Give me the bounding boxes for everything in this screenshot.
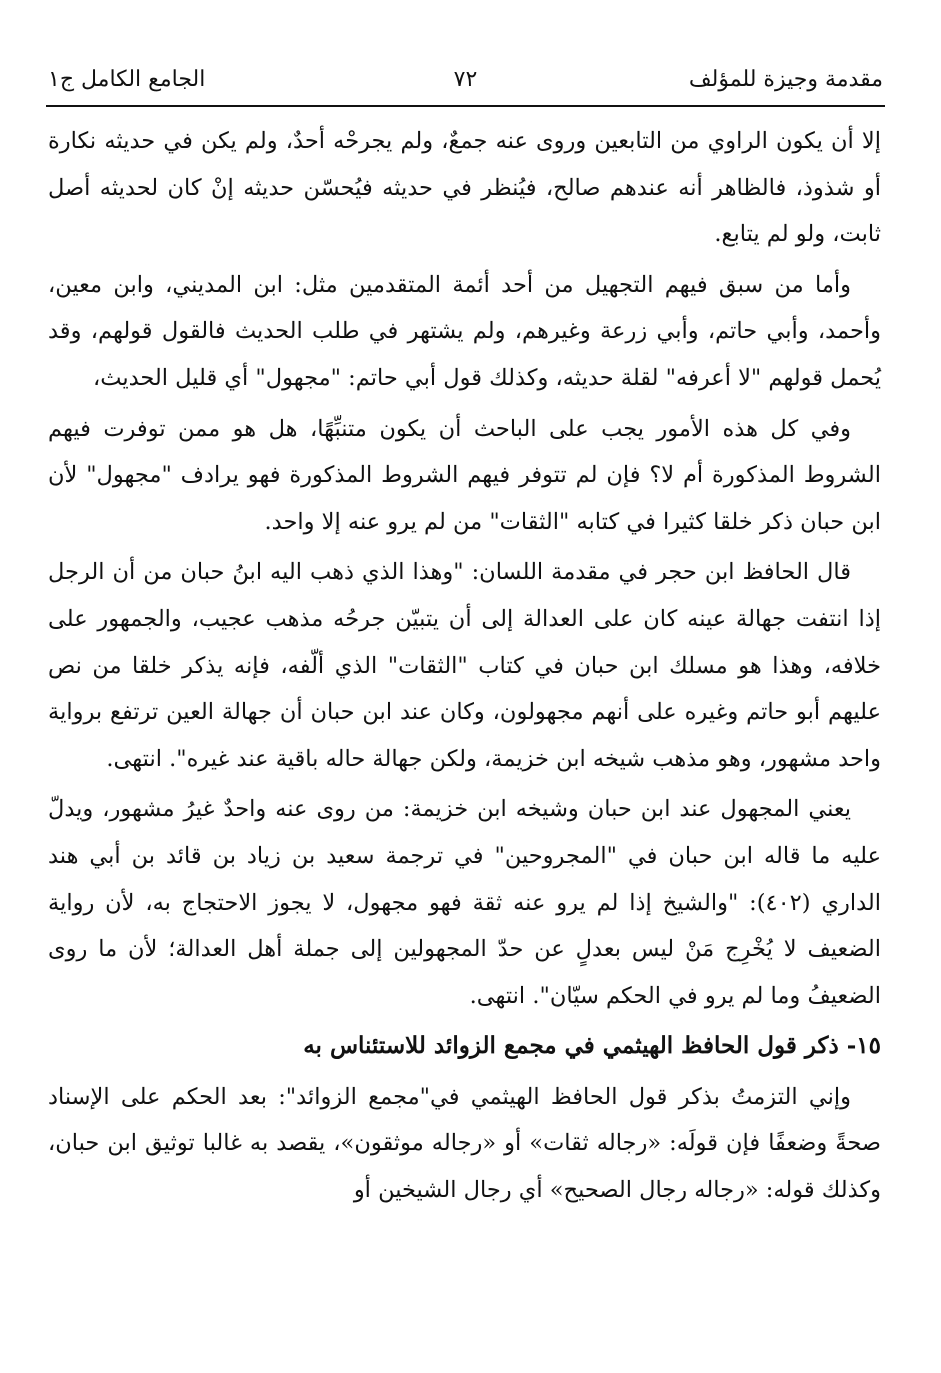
paragraph-2: وأما من سبق فيهم التجهيل من أحد أئمة المتقدمين مثل: ابن المديني، وابن معين، وأحمد، وأبي حاتم، وأبي زرعة وغيرهم، ولم يشتهر في طلب الحديث فالقول قولهم، وقد يُحمل قولهم "لا أعرفه" لقلة حديثه، وكذلك قول أبي حاتم: "مجهول" أي قليل الحديث، (48, 271, 881, 391)
section-heading: ١٥- ذكر قول الحافظ الهيثمي في مجمع الزوائد للاستئناس به (303, 1032, 881, 1060)
paragraph-5: يعني المجهول عند ابن حبان وشيخه ابن خزيمة: من روى عنه واحدٌ غيرُ مشهور، ويدلّ عليه ما قاله ابن حبان في "المجروحين" في ترجمة سعيد بن زياد بن قائد بن أبي هند الداري (٤٠٢): "والشيخ إذا لم يرو عنه ثقة فهو مجهول، لا يجوز الاحتجاج به، لأن رواية الضعيف لا يُخْرِج مَنْ ليس بعدلٍ عن حدّ المجهولين إلى جملة أهل العدالة؛ لأن ما روى الضعيفُ وما لم يرو في الحكم سيّان". انتهى. (48, 796, 881, 1009)
header-book-title: الجامع الكامل ج١ (48, 66, 206, 92)
header-chapter-title: مقدمة وجيزة للمؤلف (688, 66, 883, 92)
paragraph-1: إلا أن يكون الراوي من التابعين وروى عنه جمعٌ، ولم يجرحْه أحدٌ، ولم يكن في حديثه نكارة أو شذوذ، فالظاهر أنه عندهم صالح، فيُنظر في حديثه فيُحسّن حديثه إنْ كان لحديثه أصل ثابت، ولو لم يتابع. (48, 128, 881, 248)
paragraph-4: قال الحافظ ابن حجر في مقدمة اللسان: "وهذا الذي ذهب اليه ابنُ حبان من أن الرجل إذا انتفت جهالة عينه كان على العدالة إلى أن يتبيّن جرحُه مذهب عجيب، والجمهور على خلافه، وهذا هو مسلك ابن حبان في كتاب "الثقات" الذي ألّفه، فإنه يذكر خلقا من نص عليهم أبو حاتم وغيره على أنهم مجهولون، وكان عند ابن حبان أن جهالة العين ترتفع برواية واحد مشهور، وهو مذهب شيخه ابن خزيمة، ولكن جهالة حاله باقية عند غيره". انتهى. (48, 559, 881, 772)
paragraph-3: وفي كل هذه الأمور يجب على الباحث أن يكون متنبِّهًا، هل هو ممن توفرت فيهم الشروط المذكورة أم لا؟ فإن لم تتوفر فيهم الشروط المذكورة فهو يرادف "مجهول" لأن ابن حبان ذكر خلقا كثيرا في كتابه "الثقات" من لم يرو عنه إلا واحد. (48, 415, 881, 535)
page-number: ٧٢ (453, 66, 478, 92)
paragraph-6: وإني التزمتُ بذكر قول الحافظ الهيثمي في"مجمع الزوائد": بعد الحكم على الإسناد صحةً وضعفًا فإن قولَه: «رجاله ثقات» أو «رجاله موثقون»، يقصد به غالبا توثيق ابن حبان، وكذلك قوله: «رجاله رجال الصحيح» أي رجال الشيخين أو (48, 1083, 881, 1204)
body-text (48, 118, 881, 1218)
running-header (48, 62, 883, 96)
header-divider (46, 105, 885, 107)
